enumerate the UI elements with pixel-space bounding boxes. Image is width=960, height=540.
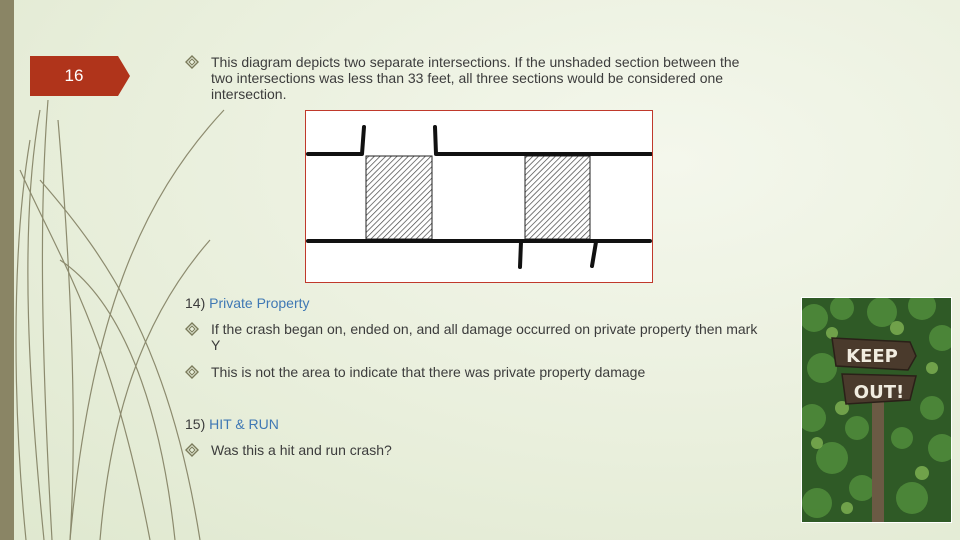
diamond-bullet-icon — [185, 365, 199, 379]
keep-out-sign-photo — [801, 297, 952, 523]
bullet-text: Was this a hit and run crash? — [211, 442, 392, 458]
section-14-heading — [185, 295, 310, 311]
section-14-title[interactable]: Private Property — [209, 295, 310, 311]
bullet-text: This diagram depicts two separate intersections. If the unshaded section between the two intersections was less than 33 feet, all three sections would be considered one intersection. — [211, 54, 740, 102]
bullet-hit-and-run — [185, 442, 765, 458]
section-15-number: 15) — [185, 416, 206, 432]
page-number: 16 — [64, 66, 84, 85]
sign-text-out: OUT! — [853, 382, 905, 403]
bullet-text: This is not the area to indicate that there was private property damage — [211, 364, 646, 380]
intersection-diagram — [305, 110, 653, 283]
diamond-bullet-icon — [185, 322, 199, 336]
diamond-bullet-icon — [185, 443, 199, 457]
bullet-text: If the crash began on, ended on, and all damage occurred on private property then mark Y — [211, 321, 758, 353]
section-14-number: 14) — [185, 295, 206, 311]
keep-out-sign-illustration — [802, 298, 951, 522]
section-15-heading — [185, 416, 279, 432]
diamond-bullet-icon — [185, 55, 199, 69]
bullet-private-property-note — [185, 364, 765, 380]
intersection-diagram-drawing — [306, 111, 652, 282]
bullet-private-property-y — [185, 321, 765, 353]
bullet-diagram-description — [185, 54, 765, 102]
section-15-title[interactable]: HIT & RUN — [209, 416, 279, 432]
sign-text-keep: KEEP — [846, 346, 898, 367]
